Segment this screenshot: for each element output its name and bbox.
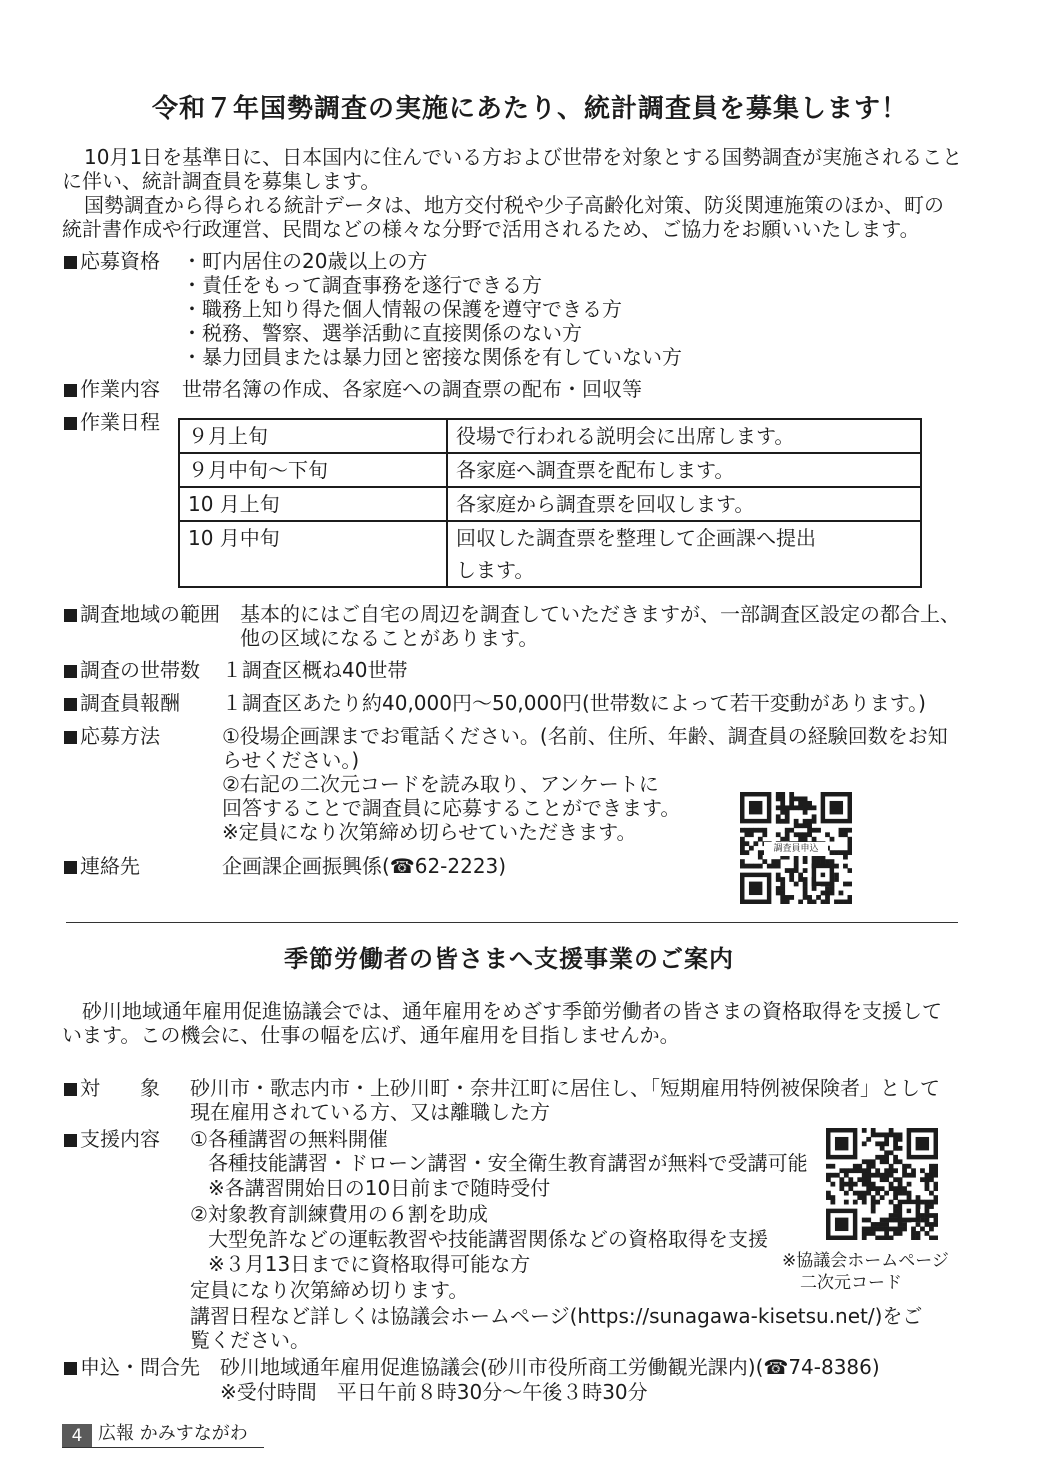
apply-heading: 応募方法 <box>64 724 160 748</box>
table-row <box>179 419 921 453</box>
qualifications-heading: 応募資格 <box>64 249 160 273</box>
inquiry-heading: 申込・問合先 <box>64 1355 200 1379</box>
qr-caption-council-2: 二次元コード <box>800 1273 902 1293</box>
schedule-period: ９月中旬～下旬 <box>179 453 447 487</box>
page-number: 4 <box>62 1424 92 1448</box>
schedule-task-line: 回収した調査票を整理して企画課へ提出 <box>456 526 816 550</box>
contact-heading: 連絡先 <box>64 854 140 878</box>
intro2-line-1: 砂川地域通年雇用促進協議会では、通年雇用をめざす季節労働者の皆さまの資格取得を支援して <box>82 999 942 1023</box>
section1-title: 令和７年国勢調査の実施にあたり、統計調査員を募集します！ <box>152 94 909 124</box>
households-value: １調査区概ね40世帯 <box>222 658 408 682</box>
support-line: ※各講習開始日の10日前まで随時受付 <box>208 1176 551 1200</box>
apply-line-4: 回答することで調査員に応募することができます。 <box>222 796 681 820</box>
target-line-2: 現在雇用されている方、又は離職した方 <box>190 1100 550 1124</box>
apply-line-3: ②右記の二次元コードを読み取り、アンケートに <box>222 772 659 796</box>
target-line-1: 砂川市・歌志内市・上砂川町・奈井江町に居住し、「短期雇用特例被保険者」として <box>190 1076 940 1100</box>
intro-line-4: 統計書作成や行政運営、民間などの様々な分野で活用されるため、ご協力をお願いいたします。 <box>62 217 920 241</box>
work-heading: 作業内容 <box>64 377 160 401</box>
area-heading: 調査地域の範囲 <box>64 602 220 626</box>
publication-name: 広報 かみすながわ <box>98 1423 248 1444</box>
section2-title: 季節労働者の皆さまへ支援事業のご案内 <box>284 945 734 973</box>
table-row <box>179 487 921 521</box>
area-line-2: 他の区域になることがあります。 <box>240 626 539 650</box>
support-line: 覧ください。 <box>190 1328 310 1352</box>
schedule-heading: 作業日程 <box>64 410 160 434</box>
qr-code-recruit[interactable] <box>740 792 852 904</box>
work-description: 世帯名簿の作成、各家庭への調査票の配布・回収等 <box>182 377 642 401</box>
table-row <box>179 453 921 487</box>
qualification-item: ・税務、警察、選挙活動に直接関係のない方 <box>182 321 582 345</box>
schedule-task-line: します。 <box>456 558 535 582</box>
target-heading: 対 象 <box>64 1076 160 1100</box>
intro-line-2: に伴い、統計調査員を募集します。 <box>62 169 381 193</box>
qualification-item: ・責任をもって調査事務を遂行できる方 <box>182 273 542 297</box>
households-heading: 調査の世帯数 <box>64 658 200 682</box>
schedule-period: 10 月上旬 <box>179 487 447 521</box>
support-line: 講習日程など詳しくは協議会ホームページ(https://sunagawa-kisetsu.net/)をご <box>190 1304 923 1328</box>
schedule-period: ９月上旬 <box>179 419 447 453</box>
apply-line-2: らせください。) <box>222 748 360 772</box>
support-line: ※３月13日までに資格取得可能な方 <box>208 1252 531 1276</box>
qualification-item: ・町内居住の20歳以上の方 <box>182 249 428 273</box>
intro-line-1: 10月1日を基準日に、日本国内に住んでいる方および世帯を対象とする国勢調査が実施されること <box>84 145 963 169</box>
support-line: 定員になり次第締め切ります。 <box>190 1278 469 1302</box>
inquiry-hours: ※受付時間 平日午前８時30分～午後３時30分 <box>220 1380 648 1404</box>
apply-line-1: ①役場企画課までお電話ください。(名前、住所、年齢、調査員の経験回数をお知 <box>222 724 948 748</box>
schedule-task: 各家庭から調査票を回収します。 <box>447 487 921 521</box>
footer-rule <box>62 1447 264 1448</box>
support-line: 各種技能講習・ドローン講習・安全衛生教育講習が無料で受講可能 <box>208 1151 808 1175</box>
schedule-task <box>447 521 921 587</box>
table-row <box>179 521 921 587</box>
schedule-task: 役場で行われる説明会に出席します。 <box>447 419 921 453</box>
support-line: ①各種講習の無料開催 <box>190 1127 388 1151</box>
section-divider <box>66 922 958 923</box>
inquiry-value: 砂川地域通年雇用促進協議会(砂川市役所商工労働観光課内)(☎74-8386) <box>220 1355 880 1379</box>
reward-heading: 調査員報酬 <box>64 691 180 715</box>
support-heading: 支援内容 <box>64 1127 160 1151</box>
schedule-task: 各家庭へ調査票を配布します。 <box>447 453 921 487</box>
intro-line-3: 国勢調査から得られる統計データは、地方交付税や少子高齢化対策、防災関連施策のほか、町の <box>84 193 944 217</box>
qr-code-council-graphic <box>826 1128 938 1240</box>
contact-value: 企画課企画振興係(☎62-2223) <box>222 854 507 878</box>
area-line-1: 基本的にはご自宅の周辺を調査していただきますが、一部調査区設定の都合上、 <box>240 602 960 626</box>
qr-caption-recruit: 調査員申込 <box>764 842 828 856</box>
schedule-table <box>178 418 922 588</box>
support-line: 大型免許などの運転教習や技能講習関係などの資格取得を支援 <box>208 1227 768 1251</box>
schedule-period: 10 月中旬 <box>179 521 447 587</box>
intro2-line-2: います。この機会に、仕事の幅を広げ、通年雇用を目指しませんか。 <box>62 1023 680 1047</box>
qualification-item: ・暴力団員または暴力団と密接な関係を有していない方 <box>182 345 682 369</box>
qr-code-council[interactable] <box>826 1128 938 1240</box>
qualification-item: ・職務上知り得た個人情報の保護を遵守できる方 <box>182 297 622 321</box>
support-line: ②対象教育訓練費用の６割を助成 <box>190 1202 488 1226</box>
reward-value: １調査区あたり約40,000円～50,000円(世帯数によって若干変動があります。) <box>222 691 926 715</box>
apply-line-5: ※定員になり次第締め切らせていただきます。 <box>222 820 637 844</box>
qr-caption-council-1: ※協議会ホームページ <box>782 1251 949 1271</box>
